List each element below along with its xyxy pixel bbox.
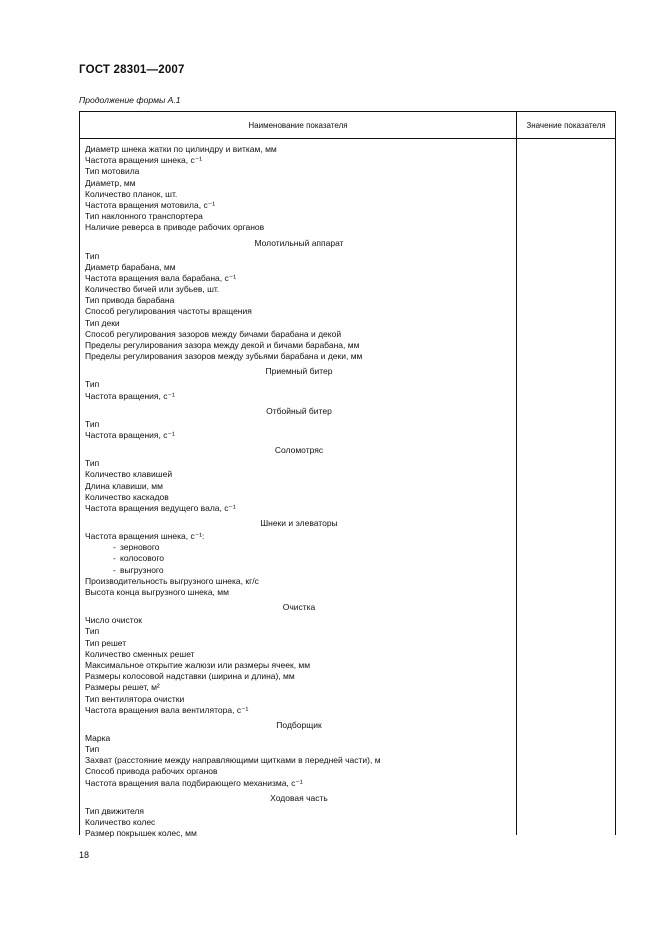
table-row: Производительность выгрузного шнека, кг/с (85, 575, 259, 586)
header-parameter-name: Наименование показателя (248, 120, 348, 130)
table-row: Частота вращения вала подбирающего механизма, с⁻¹ (85, 777, 303, 788)
table-row: Частота вращения, с⁻¹ (85, 429, 175, 440)
section-heading: Шнеки и элеваторы (260, 518, 338, 529)
table-row: Способ регулирования зазоров между бичами барабана и декой (85, 328, 342, 339)
table-row: Способ привода рабочих органов (85, 766, 218, 777)
table-row: Высота конца выгрузного шнека, мм (85, 587, 229, 597)
table-row: Количество колес (85, 817, 156, 827)
table-row: Частота вращения шнека, с⁻¹ (85, 155, 203, 166)
table-row-subitem: - колосового (85, 553, 513, 564)
table-row: Тип (85, 744, 100, 755)
table-row: Тип движителя (85, 805, 144, 816)
table-row: Размеры решет, м² (85, 682, 160, 693)
table-row: Количество каскадов (85, 491, 169, 502)
table-row: Диаметр, мм (85, 177, 136, 188)
table-row: Тип мотовила (85, 166, 140, 177)
table-row: Пределы регулирования зазоров между зубьями барабана и деки, мм (85, 351, 363, 362)
table-row: Тип деки (85, 317, 120, 328)
table-row: Частота вращения шнека, с⁻¹: (85, 531, 205, 542)
page-number: 18 (79, 850, 90, 860)
section-heading: Приемный битер (265, 366, 333, 377)
table-row: Тип наклонного транспортера (85, 211, 203, 222)
table-row: Размер покрышек колес, мм (85, 828, 197, 839)
table-row: Тип (85, 250, 100, 261)
table-row-subitem: - зернового (85, 542, 513, 553)
table-rows (85, 144, 513, 839)
table-row: Частота вращения, с⁻¹ (85, 390, 175, 401)
table-row: Захват (расстояние между направляющими щитками в передней части), м (85, 755, 381, 766)
table-row: Тип (85, 418, 100, 429)
table-row: Диаметр шнека жатки по цилиндру и виткам, мм (85, 144, 277, 154)
table-row: Частота вращения ведущего вала, с⁻¹ (85, 502, 236, 513)
table-row-subitem: - выгрузного (85, 565, 513, 576)
table-row: Марка (85, 732, 111, 743)
table-row: Количество планок, шт. (85, 188, 178, 199)
table-row: Тип (85, 626, 100, 637)
parameters-table (79, 111, 616, 839)
form-continuation-caption: Продолжение формы А.1 (79, 95, 181, 105)
table-row: Пределы регулирования зазора между декой и бичами барабана, мм (85, 340, 360, 350)
table-row: Способ регулирования частоты вращения (85, 306, 252, 317)
section-heading: Ходовая часть (270, 792, 328, 803)
column-divider (516, 112, 517, 835)
table-row: Максимальное открытие жалюзи или размеры ячеек, мм (85, 659, 311, 670)
header-parameter-value: Значение показателя (526, 120, 606, 130)
table-row: Количество клавишей (85, 469, 173, 480)
table-row: Тип решет (85, 637, 127, 648)
section-heading: Подборщик (276, 719, 322, 730)
table-row: Тип вентилятора очистки (85, 693, 185, 704)
table-row: Количество сменных решет (85, 648, 195, 659)
document-title: ГОСТ 28301—2007 (79, 64, 185, 76)
table-row: Частота вращения вала барабана, с⁻¹ (85, 272, 237, 283)
section-heading: Отбойный битер (266, 405, 332, 416)
table-row: Количество бичей или зубьев, шт. (85, 284, 220, 295)
table-row: Частота вращения вала вентилятора, с⁻¹ (85, 704, 249, 715)
table-row: Диаметр барабана, мм (85, 261, 176, 272)
table-row: Тип (85, 379, 100, 390)
table-row: Размеры колосовой надставки (ширина и длина), мм (85, 671, 295, 682)
table-row: Частота вращения мотовила, с⁻¹ (85, 199, 216, 210)
table-row: Наличие реверса в приводе рабочих органов (85, 222, 265, 233)
section-heading: Соломотряс (274, 445, 324, 456)
section-heading: Молотильный аппарат (254, 237, 344, 248)
table-row: Тип (85, 458, 100, 469)
table-row: Тип привода барабана (85, 295, 175, 306)
header-divider (80, 138, 615, 139)
section-heading: Очистка (282, 602, 316, 613)
table-row: Длина клавиши, мм (85, 480, 163, 491)
table-row: Число очисток (85, 615, 143, 626)
